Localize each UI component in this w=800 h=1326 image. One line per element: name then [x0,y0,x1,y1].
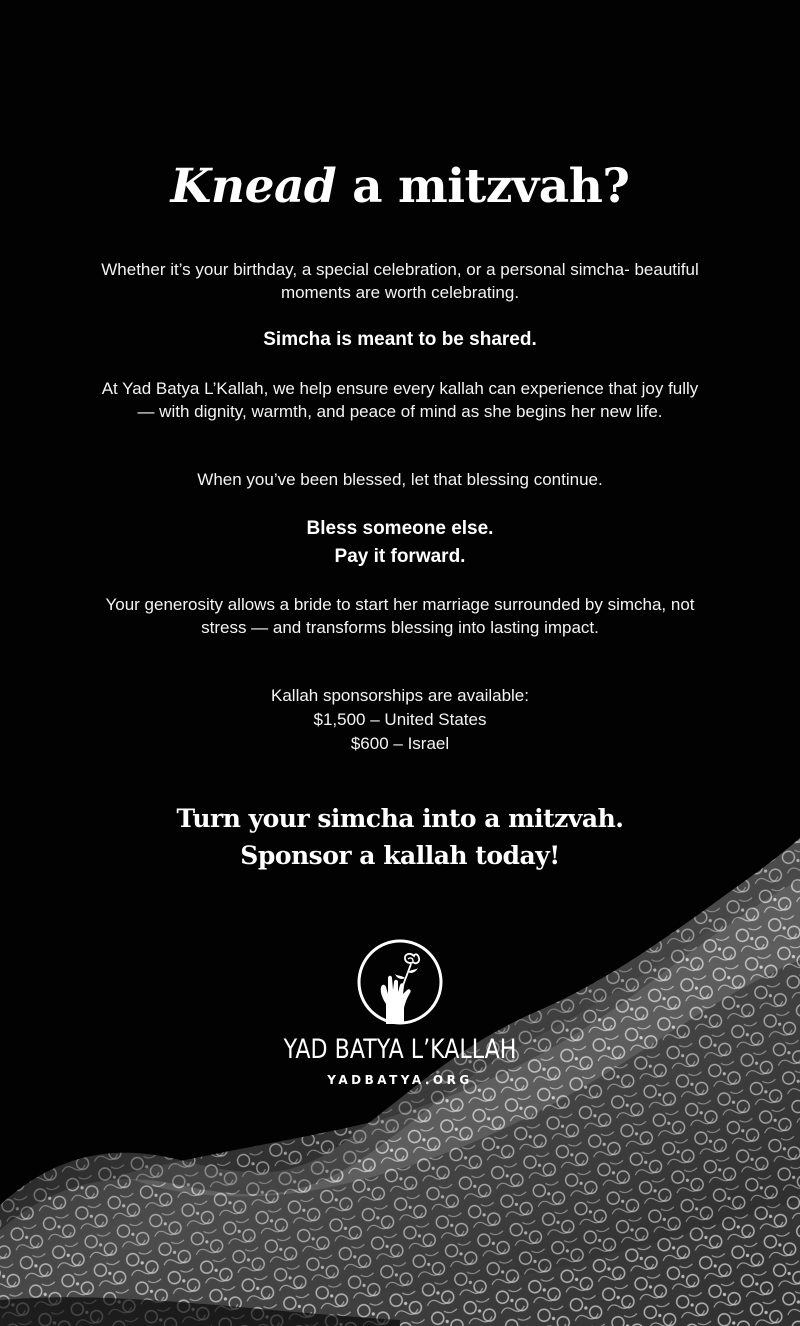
org-name: YAD BATYA L’KALLAH [283,1034,517,1065]
cta-line-1: Turn your simcha into a mitzvah. [176,804,624,833]
bless-line-1: Bless someone else. [306,518,494,539]
logo [0,938,800,1088]
headline-emphasis: Knead [170,159,337,214]
headline [0,155,800,219]
cta-line-2: Sponsor a kallah today! [240,841,560,870]
hand-holding-rose-icon [356,938,444,1026]
sponsorship-israel: $600 – Israel [350,734,450,753]
mission-text: At Yad Batya L’Kallah, we help ensure every kallah can experience that joy fully — with dignity, warmth, and peace of mind as she begins her new life. [101,379,699,421]
headline-rest: a mitzvah? [336,159,630,214]
intro-text: Whether it’s your birthday, a special celebration, or a personal simcha- beautiful moments are worth celebrating. [101,260,699,302]
sponsorship-us: $1,500 – United States [313,710,487,729]
generosity-text: Your generosity allows a bride to start her marriage surrounded by simcha, not stress — and transforms blessing into lasting impact. [105,595,695,637]
sponsorship-intro: Kallah sponsorships are available: [271,686,529,705]
org-url: YADBATYA.ORG [327,1073,473,1087]
blessed-line: When you’ve been blessed, let that blessing continue. [197,470,603,489]
share-line: Simcha is meant to be shared. [263,329,537,350]
bless-line-2: Pay it forward. [334,546,466,567]
